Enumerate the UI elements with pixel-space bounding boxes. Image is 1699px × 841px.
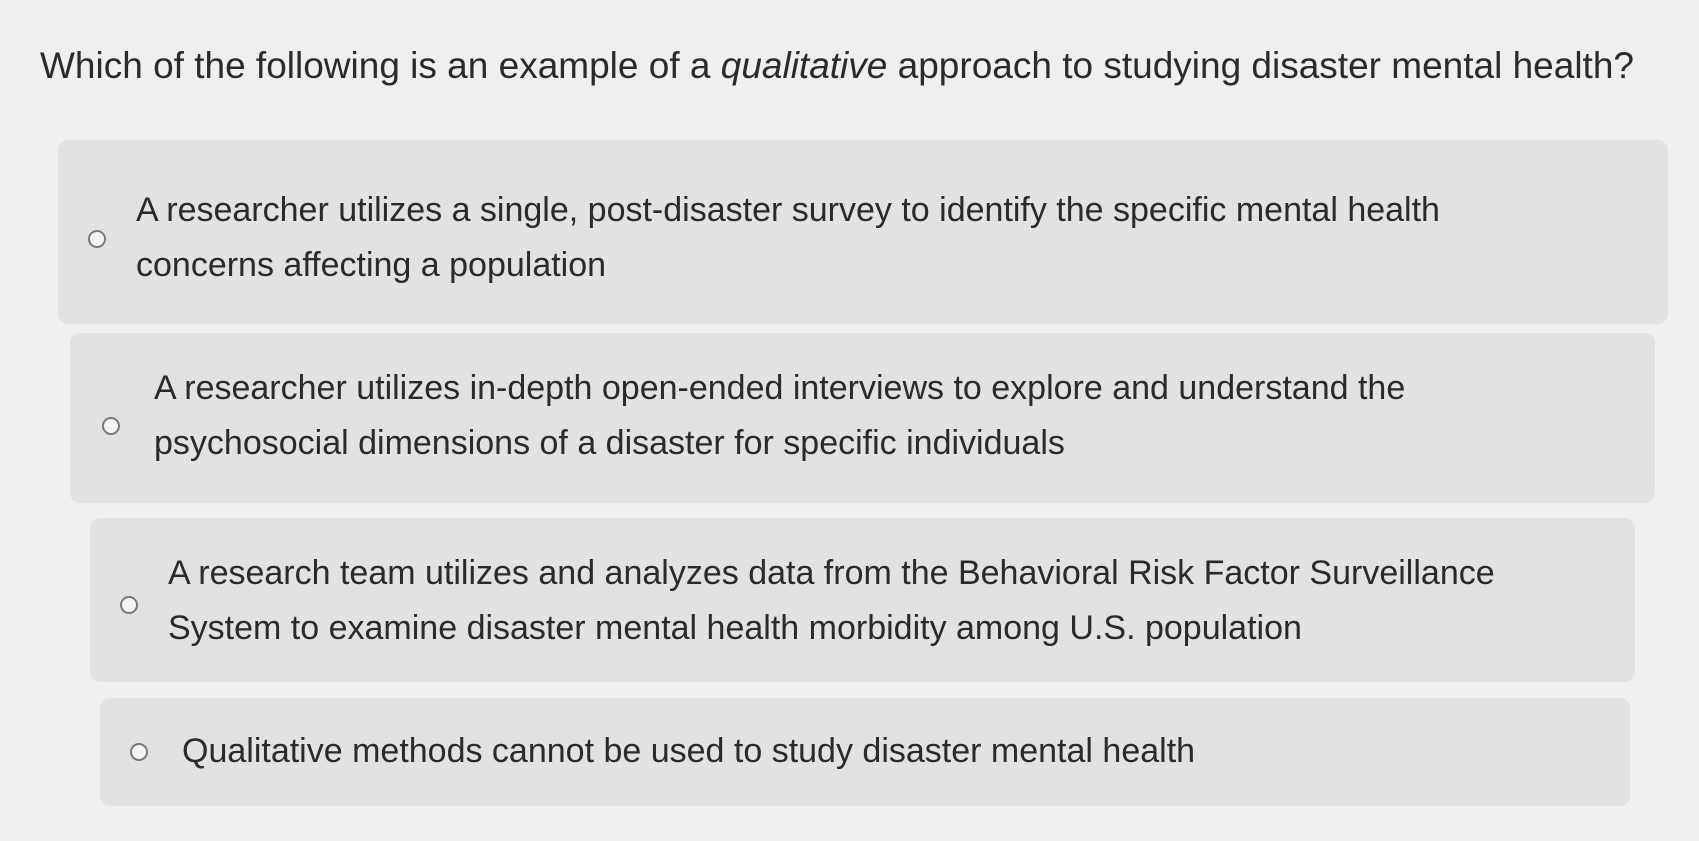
- question-suffix: approach to studying disaster mental health?: [887, 45, 1634, 86]
- answer-option-4-label: Qualitative methods cannot be used to study disaster mental health: [182, 732, 1196, 770]
- answer-option-1[interactable]: [58, 140, 1668, 324]
- answer-option-1-label: A researcher utilizes a single, post-disaster survey to identify the specific mental health concerns affecting a population: [136, 191, 1440, 284]
- radio-button-4[interactable]: [130, 743, 148, 761]
- answer-option-3[interactable]: [90, 518, 1635, 682]
- question-prefix: Which of the following is an example of a: [40, 45, 721, 86]
- answer-option-3-label: A research team utilizes and analyzes data from the Behavioral Risk Factor Surveillance System to examine disaster mental health morbidity among U.S. population: [168, 554, 1495, 647]
- answer-option-2[interactable]: [70, 333, 1655, 503]
- question-text: [40, 44, 1634, 88]
- question-emphasis: qualitative: [720, 45, 888, 86]
- radio-button-2[interactable]: [102, 417, 120, 435]
- answer-option-4[interactable]: [100, 698, 1630, 806]
- radio-button-1[interactable]: [88, 230, 106, 248]
- answer-option-2-label: A researcher utilizes in-depth open-ended interviews to explore and understand the psychosocial dimensions of a disaster for specific individuals: [154, 369, 1406, 462]
- radio-button-3[interactable]: [120, 596, 138, 614]
